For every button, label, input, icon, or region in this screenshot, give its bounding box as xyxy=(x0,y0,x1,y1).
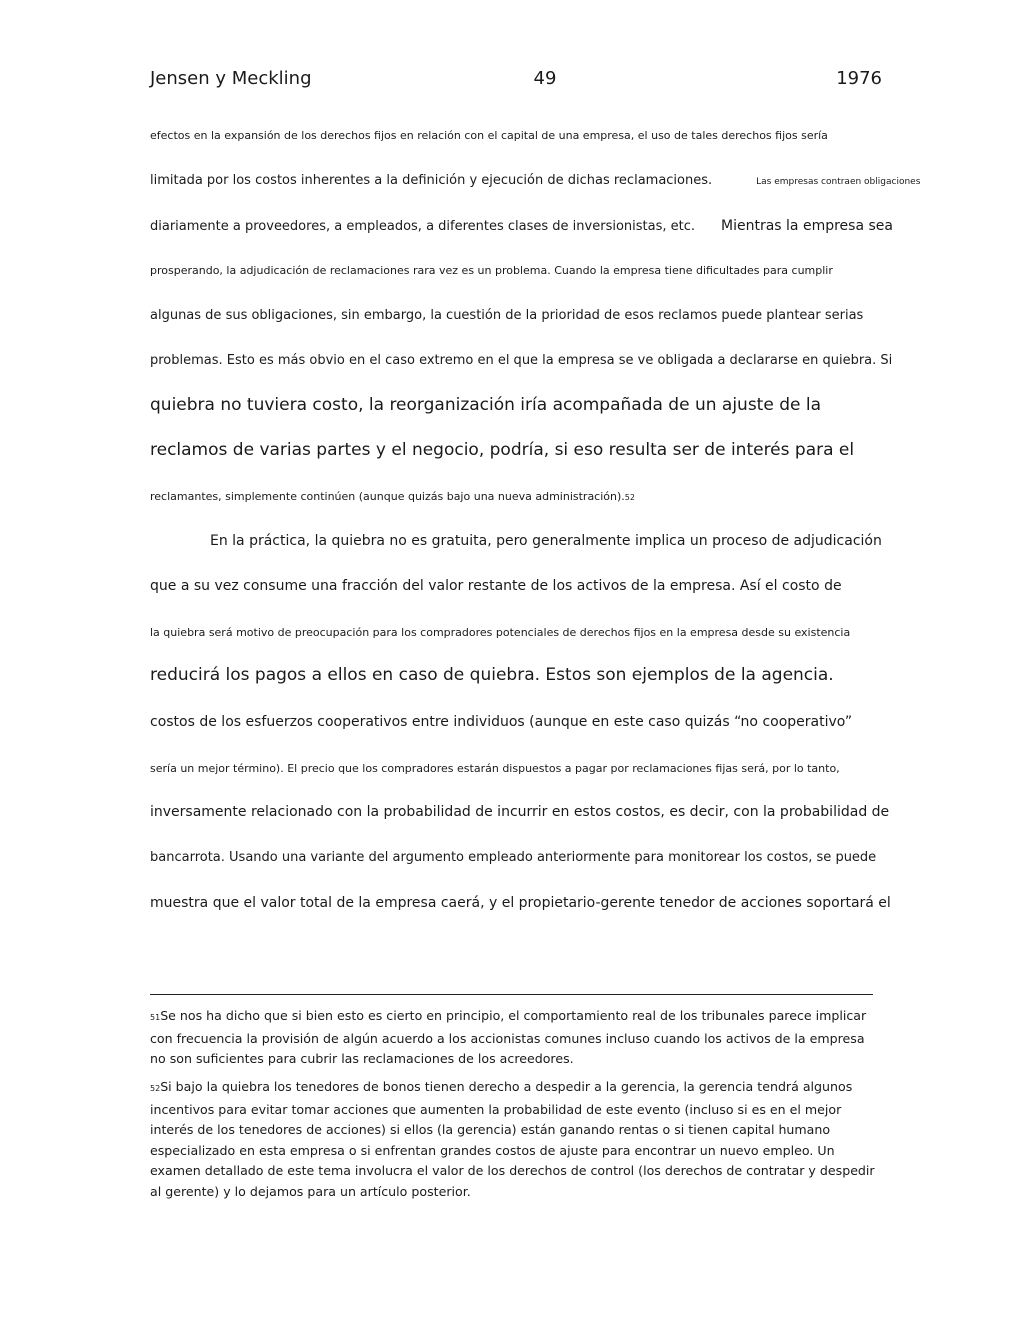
body-line-11: que a su vez consume una fracción del valor restante de los activos de la empresa. Así el costo de xyxy=(150,578,842,594)
footnote-52 xyxy=(150,1077,880,1203)
body-line-9 xyxy=(150,490,635,503)
footnote-text: Si bajo la quiebra los tenedores de bonos tienen derecho a despedir a la gerencia, la gerencia tendrá algunos incentivos para evitar tomar acciones que aumenten la probabilidad de este evento (incluso si es en el mejor interés de los tenedores de acciones) si ellos (la gerencia) están ganando rentas o si tienen capital humano especializado en esta empresa o si enfrentan grandes costos de ajuste para encontrar un nuevo empleo. Un examen detallado de este tema involucra el valor de los derechos de control (los derechos de contratar y despedir al gerente) y lo dejamos para un artículo posterior. xyxy=(150,1079,875,1199)
body-line-12: la quiebra será motivo de preocupación para los compradores potenciales de derechos fijos en la empresa desde su existencia xyxy=(150,626,851,639)
body-line-9-text: reclamantes, simplemente continúen (aunque quizás bajo una nueva administración). xyxy=(150,490,625,503)
body-line-4: prosperando, la adjudicación de reclamaciones rara vez es un problema. Cuando la empresa tiene dificultades para cumplir xyxy=(150,264,833,277)
body-line-18: muestra que el valor total de la empresa caerá, y el propietario-gerente tenedor de acciones soportará el xyxy=(150,895,891,911)
body-line-10 xyxy=(150,533,882,549)
body-line-10-text: En la práctica, la quiebra no es gratuita, pero generalmente implica un proceso de adjudicación xyxy=(210,533,882,549)
body-line-5: algunas de sus obligaciones, sin embargo, la cuestión de la prioridad de esos reclamos puede plantear serias xyxy=(150,308,864,323)
body-line-6: problemas. Esto es más obvio en el caso extremo en el que la empresa se ve obligada a declararse en quiebra. Si xyxy=(150,353,893,368)
running-header-authors: Jensen y Meckling xyxy=(150,68,312,89)
body-line-2-inline-fragment: Las empresas contraen obligaciones xyxy=(756,177,921,187)
body-line-16: inversamente relacionado con la probabilidad de incurrir en estos costos, es decir, con la probabilidad de xyxy=(150,804,890,820)
body-line-2 xyxy=(150,173,920,188)
body-line-3-inline-fragment: Mientras la empresa sea xyxy=(721,218,893,234)
body-line-13: reducirá los pagos a ellos en caso de quiebra. Estos son ejemplos de la agencia. xyxy=(150,665,834,685)
body-line-15: sería un mejor término). El precio que los compradores estarán dispuestos a pagar por reclamaciones fijas será, por lo tanto, xyxy=(150,762,840,775)
page-number: 49 xyxy=(533,68,557,89)
footnote-ref-52: 52 xyxy=(624,493,635,502)
body-line-3-text: diariamente a proveedores, a empleados, a diferentes clases de inversionistas, etc. xyxy=(150,219,696,234)
body-line-7: quiebra no tuviera costo, la reorganización iría acompañada de un ajuste de la xyxy=(150,395,822,415)
running-header-year: 1976 xyxy=(836,68,882,89)
footnote-number: 52 xyxy=(150,1084,161,1093)
body-line-17: bancarrota. Usando una variante del argumento empleado anteriormente para monitorear los costos, se puede xyxy=(150,850,877,865)
body-line-14: costos de los esfuerzos cooperativos entre individuos (aunque en este caso quizás “no cooperativo” xyxy=(150,714,853,730)
footnote-text: Se nos ha dicho que si bien esto es cierto en principio, el comportamiento real de los tribunales parece implicar con frecuencia la provisión de algún acuerdo a los accionistas comunes incluso cuando los activos de la empresa no son suficientes para cubrir las reclamaciones de los acreedores. xyxy=(150,1008,867,1067)
footnote-separator xyxy=(150,994,873,995)
body-line-8: reclamos de varias partes y el negocio, podría, si eso resulta ser de interés para el xyxy=(150,440,855,460)
body-line-3 xyxy=(150,218,893,234)
footnote-number: 51 xyxy=(150,1013,161,1022)
footnote-51 xyxy=(150,1006,880,1070)
body-line-2-text: limitada por los costos inherentes a la definición y ejecución de dichas reclamaciones. xyxy=(150,173,713,188)
body-line-1: efectos en la expansión de los derechos fijos en relación con el capital de una empresa, el uso de tales derechos fijos sería xyxy=(150,129,828,142)
